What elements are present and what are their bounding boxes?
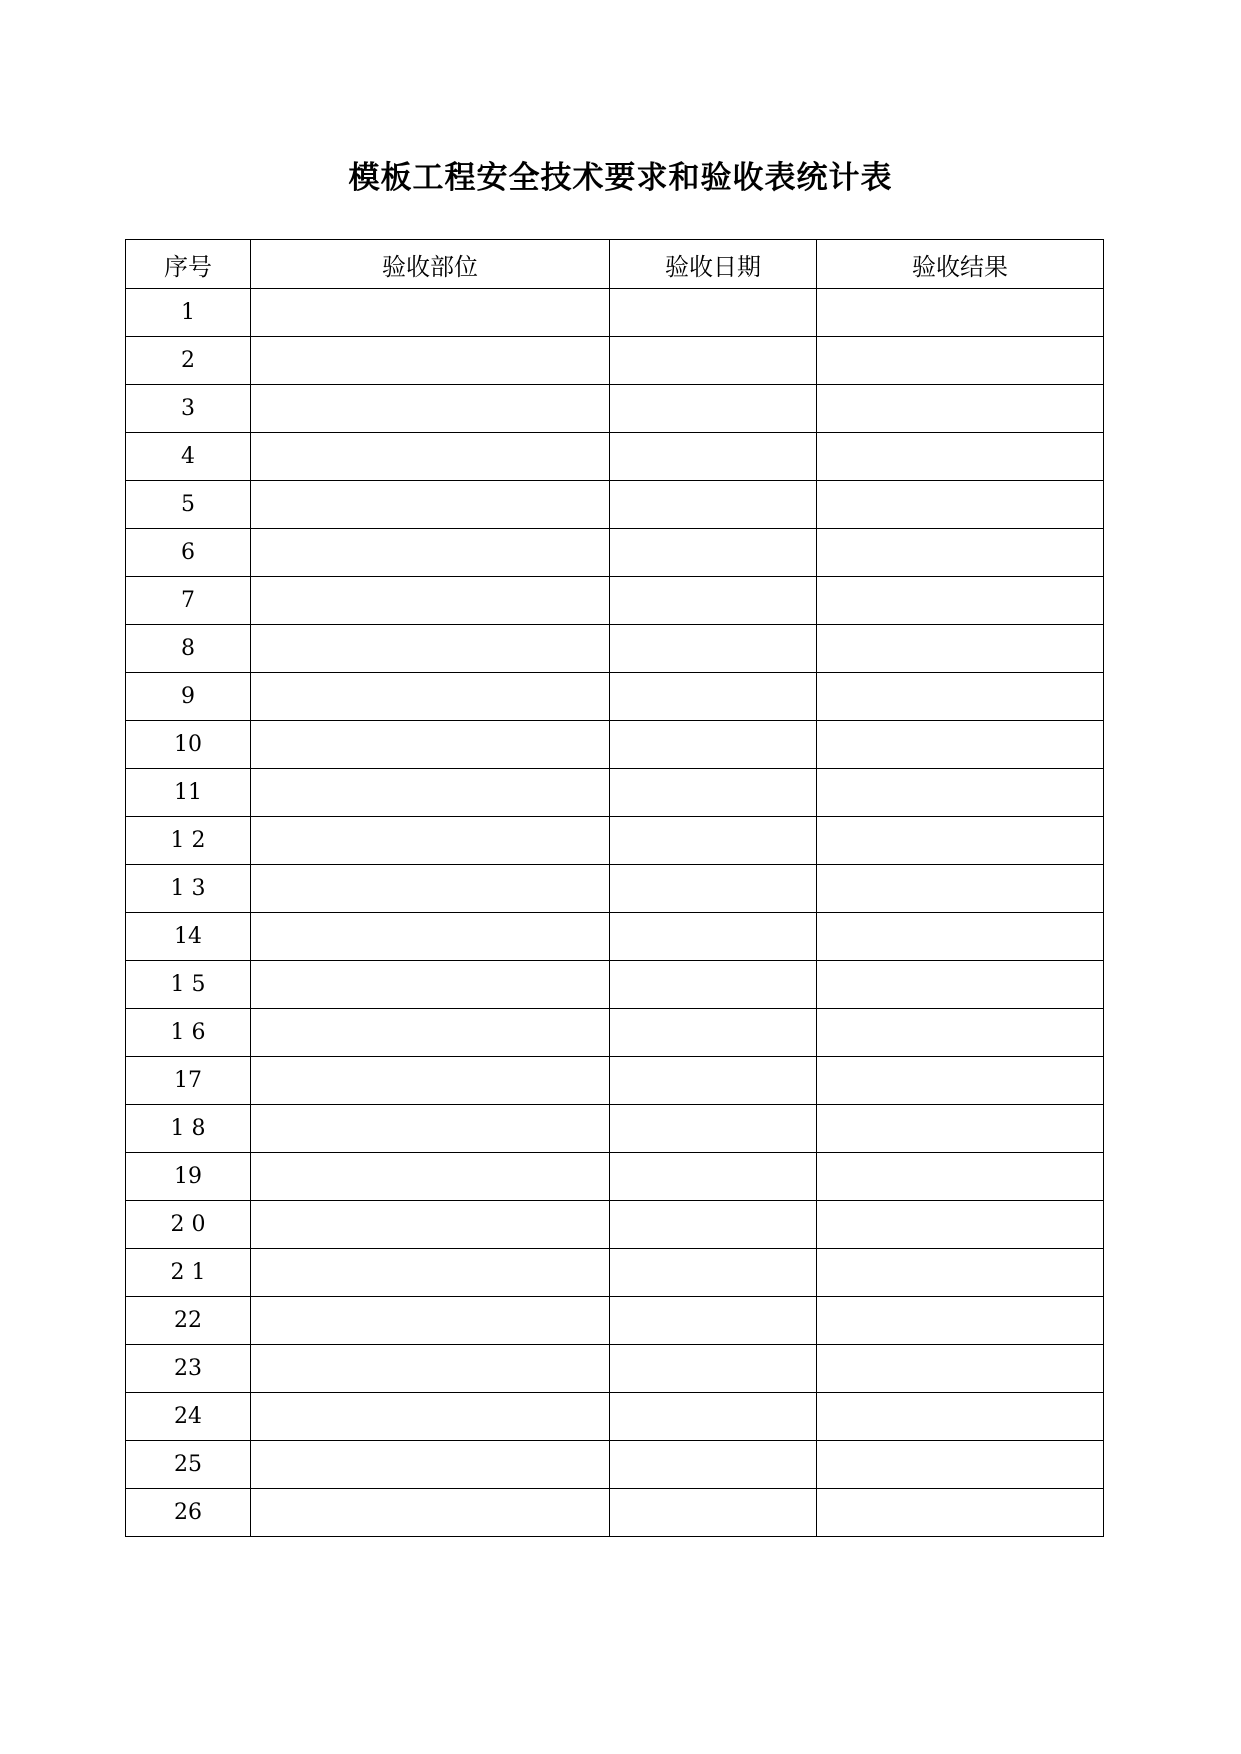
table-header-row	[126, 240, 1104, 289]
row-inspection-result-cell	[817, 625, 1104, 673]
row-inspection-date-cell	[610, 481, 817, 529]
table-row	[126, 865, 1104, 913]
row-inspection-result-cell	[817, 529, 1104, 577]
row-inspection-result-cell	[817, 385, 1104, 433]
table-row	[126, 1297, 1104, 1345]
row-inspection-date-cell	[610, 865, 817, 913]
row-inspection-date-cell	[610, 529, 817, 577]
row-serial-no: 1 8	[126, 1105, 251, 1153]
table-row	[126, 433, 1104, 481]
table-row	[126, 769, 1104, 817]
row-inspection-location-cell	[251, 817, 610, 865]
row-inspection-result-cell	[817, 481, 1104, 529]
row-serial-no: 11	[126, 769, 251, 817]
row-inspection-result-cell	[817, 1201, 1104, 1249]
row-serial-no: 24	[126, 1393, 251, 1441]
row-inspection-result-cell	[817, 673, 1104, 721]
row-inspection-date-cell	[610, 1153, 817, 1201]
table-row	[126, 721, 1104, 769]
table-row	[126, 1345, 1104, 1393]
row-serial-no: 25	[126, 1441, 251, 1489]
row-serial-no: 1 3	[126, 865, 251, 913]
table-row	[126, 817, 1104, 865]
row-inspection-result-cell	[817, 289, 1104, 337]
row-inspection-location-cell	[251, 385, 610, 433]
table-row	[126, 1153, 1104, 1201]
table-row	[126, 481, 1104, 529]
row-serial-no: 23	[126, 1345, 251, 1393]
row-inspection-result-cell	[817, 1153, 1104, 1201]
column-header-serial-no: 序号	[126, 240, 251, 289]
row-inspection-result-cell	[817, 769, 1104, 817]
row-inspection-date-cell	[610, 721, 817, 769]
row-inspection-date-cell	[610, 1489, 817, 1537]
row-inspection-location-cell	[251, 913, 610, 961]
row-inspection-result-cell	[817, 577, 1104, 625]
row-inspection-result-cell	[817, 1009, 1104, 1057]
table-row	[126, 1009, 1104, 1057]
table-row	[126, 673, 1104, 721]
row-inspection-location-cell	[251, 1345, 610, 1393]
table-row	[126, 1201, 1104, 1249]
row-inspection-result-cell	[817, 1297, 1104, 1345]
row-inspection-result-cell	[817, 865, 1104, 913]
row-inspection-result-cell	[817, 817, 1104, 865]
row-serial-no: 9	[126, 673, 251, 721]
table-row	[126, 1441, 1104, 1489]
row-inspection-result-cell	[817, 433, 1104, 481]
row-inspection-date-cell	[610, 1297, 817, 1345]
row-inspection-location-cell	[251, 1489, 610, 1537]
row-inspection-date-cell	[610, 769, 817, 817]
table-row	[126, 1105, 1104, 1153]
table-row	[126, 289, 1104, 337]
row-inspection-location-cell	[251, 1201, 610, 1249]
row-inspection-result-cell	[817, 721, 1104, 769]
row-serial-no: 3	[126, 385, 251, 433]
row-inspection-date-cell	[610, 1249, 817, 1297]
row-serial-no: 17	[126, 1057, 251, 1105]
row-inspection-date-cell	[610, 1009, 817, 1057]
row-serial-no: 2	[126, 337, 251, 385]
row-inspection-location-cell	[251, 337, 610, 385]
row-inspection-date-cell	[610, 577, 817, 625]
row-inspection-location-cell	[251, 1393, 610, 1441]
row-inspection-date-cell	[610, 625, 817, 673]
row-inspection-location-cell	[251, 577, 610, 625]
row-inspection-date-cell	[610, 1345, 817, 1393]
row-inspection-result-cell	[817, 913, 1104, 961]
row-inspection-result-cell	[817, 1441, 1104, 1489]
row-serial-no: 8	[126, 625, 251, 673]
row-inspection-location-cell	[251, 769, 610, 817]
row-serial-no: 2 1	[126, 1249, 251, 1297]
row-serial-no: 4	[126, 433, 251, 481]
row-inspection-result-cell	[817, 1489, 1104, 1537]
acceptance-stats-table	[125, 239, 1104, 1537]
table-row	[126, 385, 1104, 433]
row-inspection-location-cell	[251, 1009, 610, 1057]
row-inspection-location-cell	[251, 625, 610, 673]
row-inspection-date-cell	[610, 385, 817, 433]
row-inspection-location-cell	[251, 865, 610, 913]
row-inspection-date-cell	[610, 433, 817, 481]
row-inspection-location-cell	[251, 1057, 610, 1105]
row-serial-no: 1	[126, 289, 251, 337]
row-inspection-date-cell	[610, 337, 817, 385]
table-row	[126, 337, 1104, 385]
row-inspection-location-cell	[251, 433, 610, 481]
row-inspection-location-cell	[251, 1297, 610, 1345]
row-serial-no: 6	[126, 529, 251, 577]
row-serial-no: 1 6	[126, 1009, 251, 1057]
table-body	[126, 289, 1104, 1537]
row-inspection-date-cell	[610, 673, 817, 721]
column-header-inspection-location: 验收部位	[251, 240, 610, 289]
row-serial-no: 22	[126, 1297, 251, 1345]
row-inspection-result-cell	[817, 337, 1104, 385]
row-inspection-date-cell	[610, 817, 817, 865]
table-row	[126, 913, 1104, 961]
row-inspection-location-cell	[251, 529, 610, 577]
table-row	[126, 1489, 1104, 1537]
row-inspection-location-cell	[251, 289, 610, 337]
row-inspection-result-cell	[817, 1057, 1104, 1105]
row-inspection-date-cell	[610, 961, 817, 1009]
table-row	[126, 961, 1104, 1009]
table-row	[126, 1393, 1104, 1441]
row-inspection-date-cell	[610, 1441, 817, 1489]
row-inspection-location-cell	[251, 1249, 610, 1297]
row-inspection-location-cell	[251, 1441, 610, 1489]
row-inspection-location-cell	[251, 481, 610, 529]
row-inspection-result-cell	[817, 1345, 1104, 1393]
table-row	[126, 625, 1104, 673]
row-inspection-result-cell	[817, 961, 1104, 1009]
page-title: 模板工程安全技术要求和验收表统计表	[348, 160, 893, 196]
table-row	[126, 577, 1104, 625]
column-header-inspection-result: 验收结果	[817, 240, 1104, 289]
row-inspection-date-cell	[610, 913, 817, 961]
column-header-inspection-date: 验收日期	[610, 240, 817, 289]
row-inspection-date-cell	[610, 289, 817, 337]
row-inspection-date-cell	[610, 1393, 817, 1441]
row-serial-no: 10	[126, 721, 251, 769]
row-serial-no: 7	[126, 577, 251, 625]
table-row	[126, 1057, 1104, 1105]
row-inspection-location-cell	[251, 721, 610, 769]
row-serial-no: 14	[126, 913, 251, 961]
table-row	[126, 1249, 1104, 1297]
row-inspection-location-cell	[251, 1105, 610, 1153]
row-inspection-date-cell	[610, 1057, 817, 1105]
row-serial-no: 19	[126, 1153, 251, 1201]
row-inspection-location-cell	[251, 961, 610, 1009]
row-inspection-date-cell	[610, 1105, 817, 1153]
row-serial-no: 1 5	[126, 961, 251, 1009]
row-inspection-location-cell	[251, 1153, 610, 1201]
row-serial-no: 2 0	[126, 1201, 251, 1249]
row-inspection-result-cell	[817, 1249, 1104, 1297]
row-serial-no: 26	[126, 1489, 251, 1537]
row-inspection-result-cell	[817, 1393, 1104, 1441]
row-inspection-location-cell	[251, 673, 610, 721]
row-serial-no: 1 2	[126, 817, 251, 865]
table-row	[126, 529, 1104, 577]
row-inspection-result-cell	[817, 1105, 1104, 1153]
row-inspection-date-cell	[610, 1201, 817, 1249]
row-serial-no: 5	[126, 481, 251, 529]
